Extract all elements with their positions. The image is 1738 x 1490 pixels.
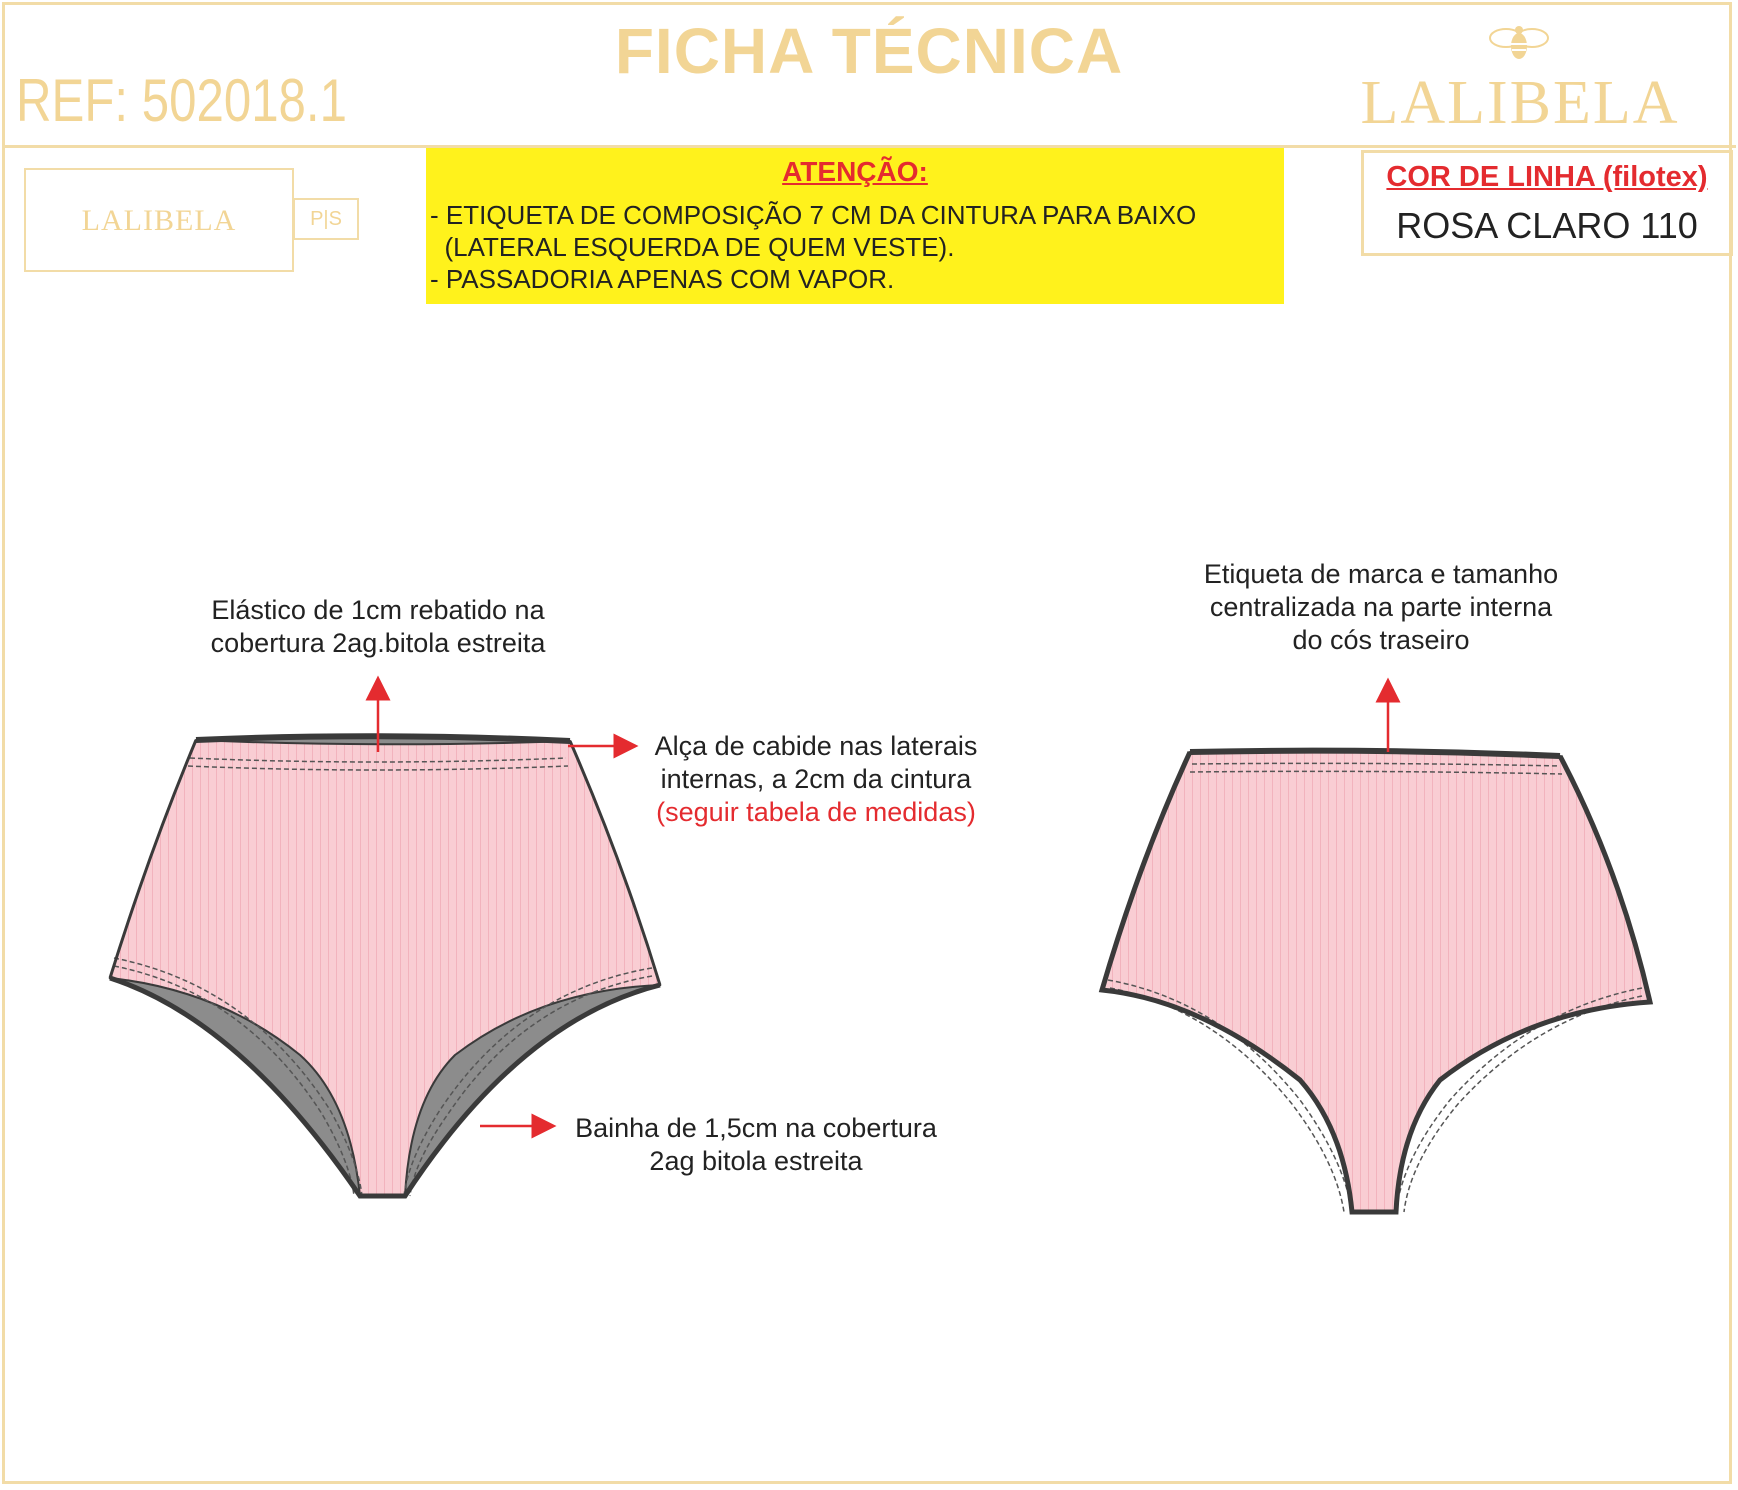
note-line: do cós traseiro: [1292, 625, 1470, 655]
back-label-note: [1176, 558, 1586, 657]
attention-title: ATENÇÃO:: [782, 156, 928, 187]
attention-line: - PASSADORIA APENAS COM VAPOR.: [430, 264, 895, 294]
back-body: [1102, 751, 1650, 1212]
front-elastic-note: [180, 594, 576, 660]
thread-color-value: ROSA CLARO 110: [1396, 205, 1698, 246]
hem-note: [556, 1112, 956, 1178]
back-view: [1102, 751, 1650, 1212]
note-line: Bainha de 1,5cm na cobertura: [575, 1113, 937, 1143]
note-line: internas, a 2cm da cintura: [660, 764, 972, 794]
label-tag-brand: LALIBELA: [81, 204, 237, 237]
note-line: cobertura 2ag.bitola estreita: [210, 628, 546, 658]
hanger-loop-note: [626, 730, 1006, 829]
thread-color-title: COR DE LINHA (filotex): [1386, 161, 1708, 193]
attention-line: - ETIQUETA DE COMPOSIÇÃO 7 CM DA CINTURA PARA BAIXO: [430, 200, 1197, 230]
brand-logo: LALIBELA: [1360, 69, 1680, 137]
note-line: Alça de cabide nas laterais: [654, 731, 978, 761]
note-line: Etiqueta de marca e tamanho: [1203, 559, 1559, 589]
note-line: 2ag bitola estreita: [649, 1146, 863, 1176]
size-tag: P|S: [293, 198, 359, 240]
note-line: Elástico de 1cm rebatido na: [211, 595, 545, 625]
note-line-red: (seguir tabela de medidas): [656, 797, 976, 827]
note-line: centralizada na parte interna: [1209, 592, 1553, 622]
attention-line: (LATERAL ESQUERDA DE QUEM VESTE).: [430, 232, 955, 262]
page-title: FICHA TÉCNICA: [614, 15, 1124, 87]
reference-code: REF: 502018.1: [16, 67, 347, 134]
